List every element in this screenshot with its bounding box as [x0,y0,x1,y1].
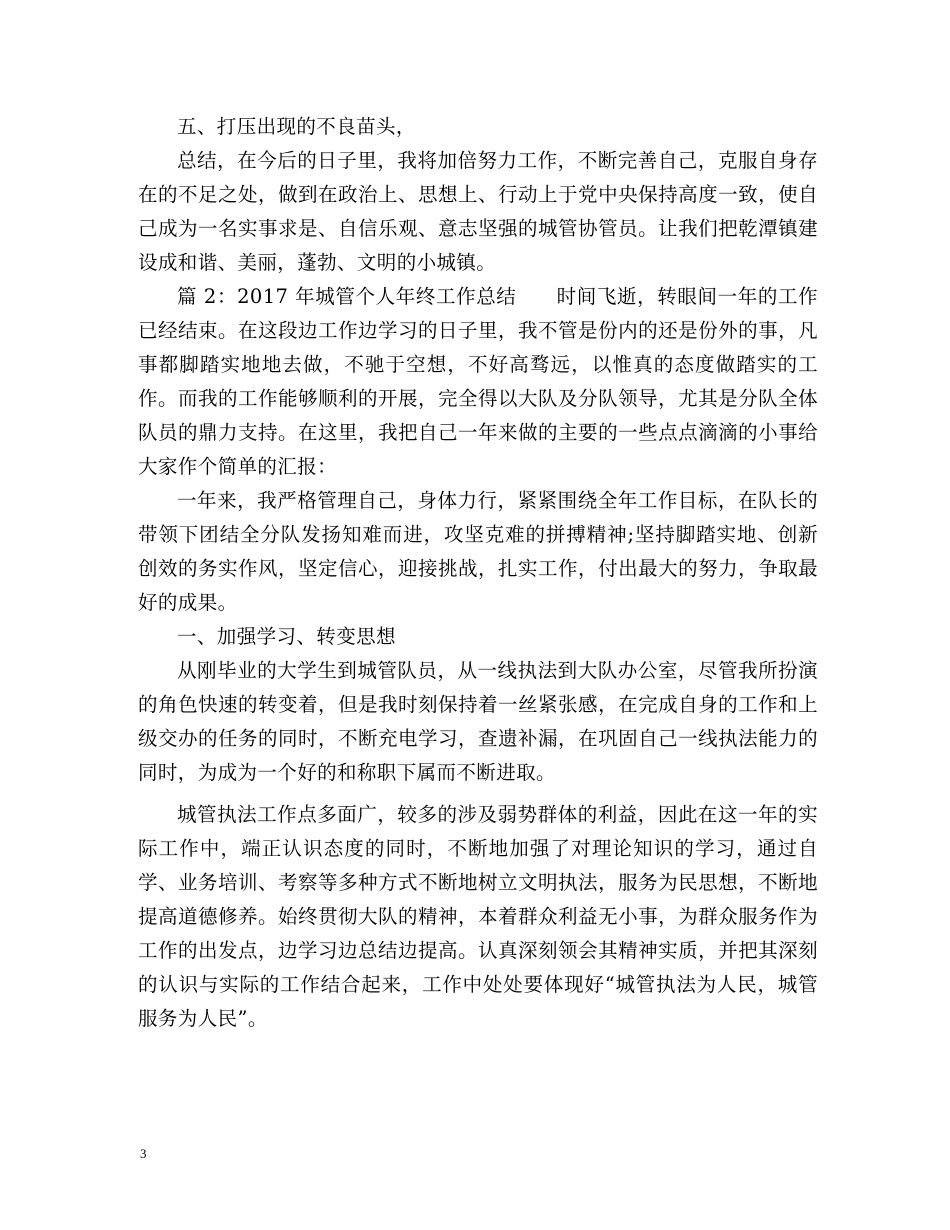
enforcement-paragraph: 城管执法工作点多面广，较多的涉及弱势群体的利益，因此在这一年的实际工作中，端正认识态度的同时，不断地加强了对理论知识的学习，通过自学、业务培训、考察等多种方式不断地树立文明执法，服务为民思想，不断地提高道德修养。始终贯彻大队的精神，本着群众利益无小事，为群众服务作为工作的出发点，边学习边总结边提高。认真深刻领会其精神实质，并把其深刻的认识与实际的工作结合起来，工作中处处要体现好“城管执法为人民，城管服务为人民”。 [138,803,818,1030]
document-body [138,110,818,1036]
article-2-intro-paragraph: 篇 2：2017 年城管个人年终工作总结 时间飞逝，转眼间一年的工作已经结束。在这段边工作边学习的日子里，我不管是份内的还是份外的事，凡事都脚踏实地地去做，不驰于空想，不好高骛远，以惟真的态度做踏实的工作。而我的工作能够顺利的开展，完全得以大队及分队领导，尤其是分队全体队员的鼎力支持。在这里，我把自己一年来做的主要的一些点点滴滴的小事给大家作个简单的汇报： [138,285,818,478]
year-review-paragraph: 一年来，我严格管理自己，身体力行，紧紧围绕全年工作目标，在队长的带领下团结全分队发扬知难而进，攻坚克难的拼搏精神;坚持脚踏实地、创新创效的务实作风，坚定信心，迎接挑战，扎实工作，付出最大的努力，争取最好的成果。 [138,489,818,614]
summary-paragraph: 总结，在今后的日子里，我将加倍努力工作，不断完善自己，克服自身存在的不足之处，做到在政治上、思想上、行动上于党中央保持高度一致，使自己成为一名实事求是、自信乐观、意志坚强的城管协管员。让我们把乾潭镇建设成和谐、美丽，蓬勃、文明的小城镇。 [138,149,818,274]
page-number: 3 [140,1146,147,1161]
learning-paragraph: 从刚毕业的大学生到城管队员，从一线执法到大队办公室，尽管我所扮演的角色快速的转变着，但是我时刻保持着一丝紧张感，在完成自身的工作和上级交办的任务的同时，不断充电学习，查遗补漏，在巩固自己一线执法能力的同时，为成为一个好的和称职下属而不断进取。 [138,659,818,784]
section-heading-1: 一、加强学习、转变思想 [177,625,396,648]
section-heading-5: 五、打压出现的不良苗头， [177,115,416,138]
